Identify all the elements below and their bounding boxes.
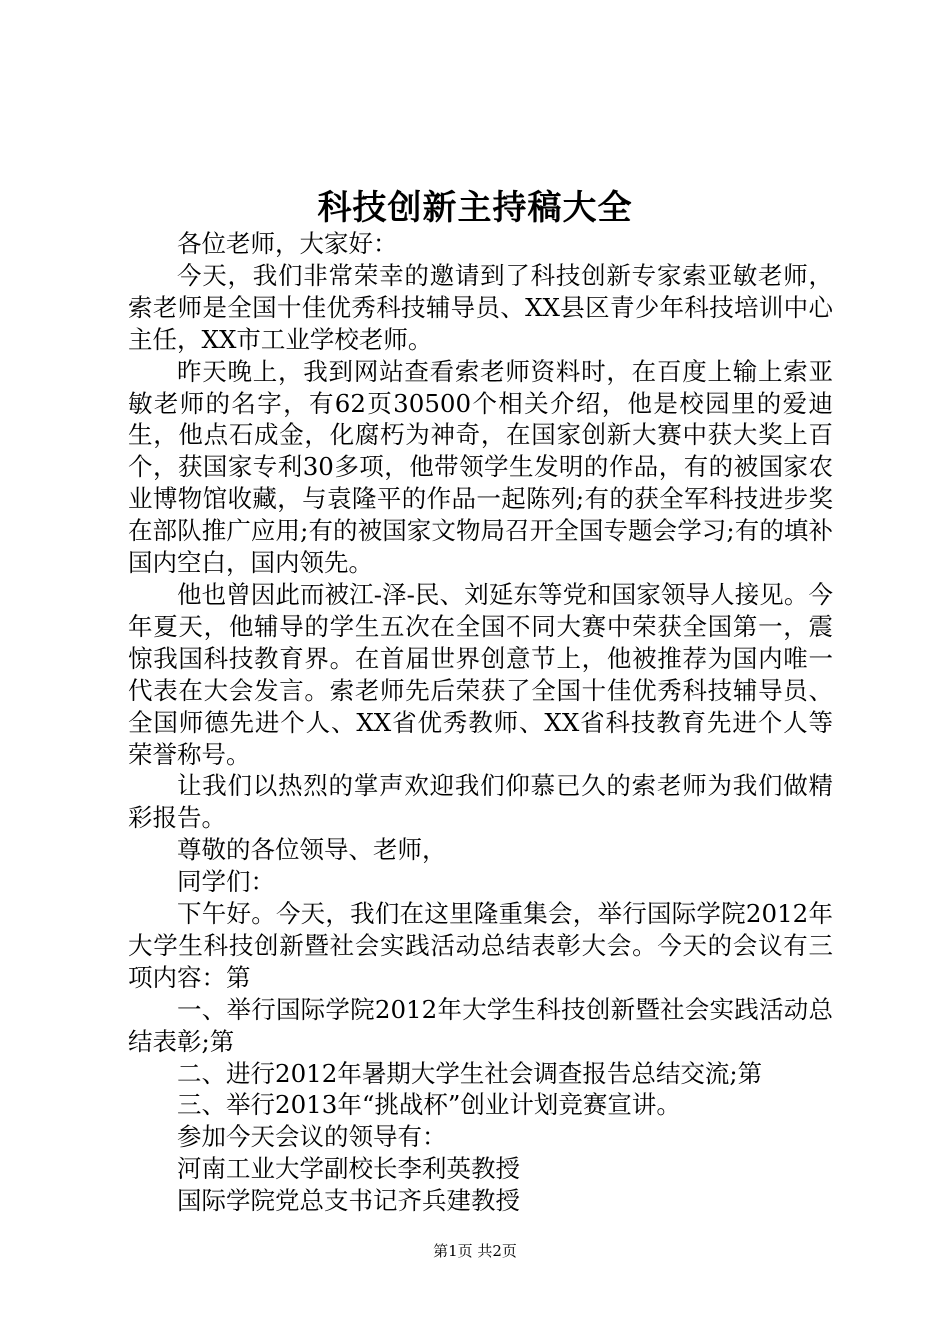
attendee-paragraph: 河南工业大学副校长李利英教授	[177, 1154, 520, 1184]
page-footer	[0, 1241, 950, 1261]
attendees-intro-paragraph: 参加今天会议的领导有：	[177, 1122, 447, 1152]
attendee-paragraph: 国际学院党总支书记齐兵建教授	[177, 1186, 520, 1216]
salutation-paragraph: 尊敬的各位领导、老师，	[177, 835, 447, 865]
document-title: 科技创新主持稿大全	[317, 188, 633, 228]
research-paragraph: 昨天晚上，我到网站查看索老师资料时，在百度上输上索亚敏老师的名字，有62页30500个相关介绍，他是校园里的爱迪生，他点石成金，化腐朽为神奇，在国家创新大赛中获大奖上百个，获国家专利30多项，他带领学生发明的作品，有的被国家农业博物馆收藏，与袁隆平的作品一起陈列;有的获全军科技进步奖在部队推广应用;有的被国家文物局召开全国专题会学习;有的填补国内空白，国内领先。	[128, 356, 833, 578]
agenda-item-paragraph: 三、举行2013年“挑战杯”创业计划竞赛宣讲。	[177, 1090, 681, 1120]
students-salutation-paragraph: 同学们：	[177, 867, 275, 897]
welcome-paragraph: 让我们以热烈的掌声欢迎我们仰慕已久的索老师为我们做精彩报告。	[128, 771, 833, 833]
page-number: 第1页 共2页	[433, 1242, 517, 1260]
honors-paragraph: 他也曾因此而被江-泽-民、刘延东等党和国家领导人接见。今年夏天，他辅导的学生五次在全国不同大赛中荣获全国第一，震惊我国科技教育界。在首届世界创意节上，他被推荐为国内唯一代表在大会发言。索老师先后荣获了全国十佳优秀科技辅导员、全国师德先进个人、XX省优秀教师、XX省科技教育先进个人等荣誉称号。	[128, 579, 833, 769]
document-body	[128, 228, 833, 1217]
agenda-item-paragraph: 一、举行国际学院2012年大学生科技创新暨社会实践活动总结表彰;第	[128, 994, 833, 1056]
intro-paragraph: 今天，我们非常荣幸的邀请到了科技创新专家索亚敏老师，索老师是全国十佳优秀科技辅导员、XX县区青少年科技培训中心主任，XX市工业学校老师。	[128, 260, 833, 354]
meeting-intro-paragraph: 下午好。今天，我们在这里隆重集会，举行国际学院2012年大学生科技创新暨社会实践活动总结表彰大会。今天的会议有三项内容：第	[128, 899, 833, 992]
agenda-item-paragraph: 二、进行2012年暑期大学生社会调查报告总结交流;第	[177, 1058, 763, 1088]
greeting-paragraph: 各位老师，大家好：	[177, 229, 398, 258]
